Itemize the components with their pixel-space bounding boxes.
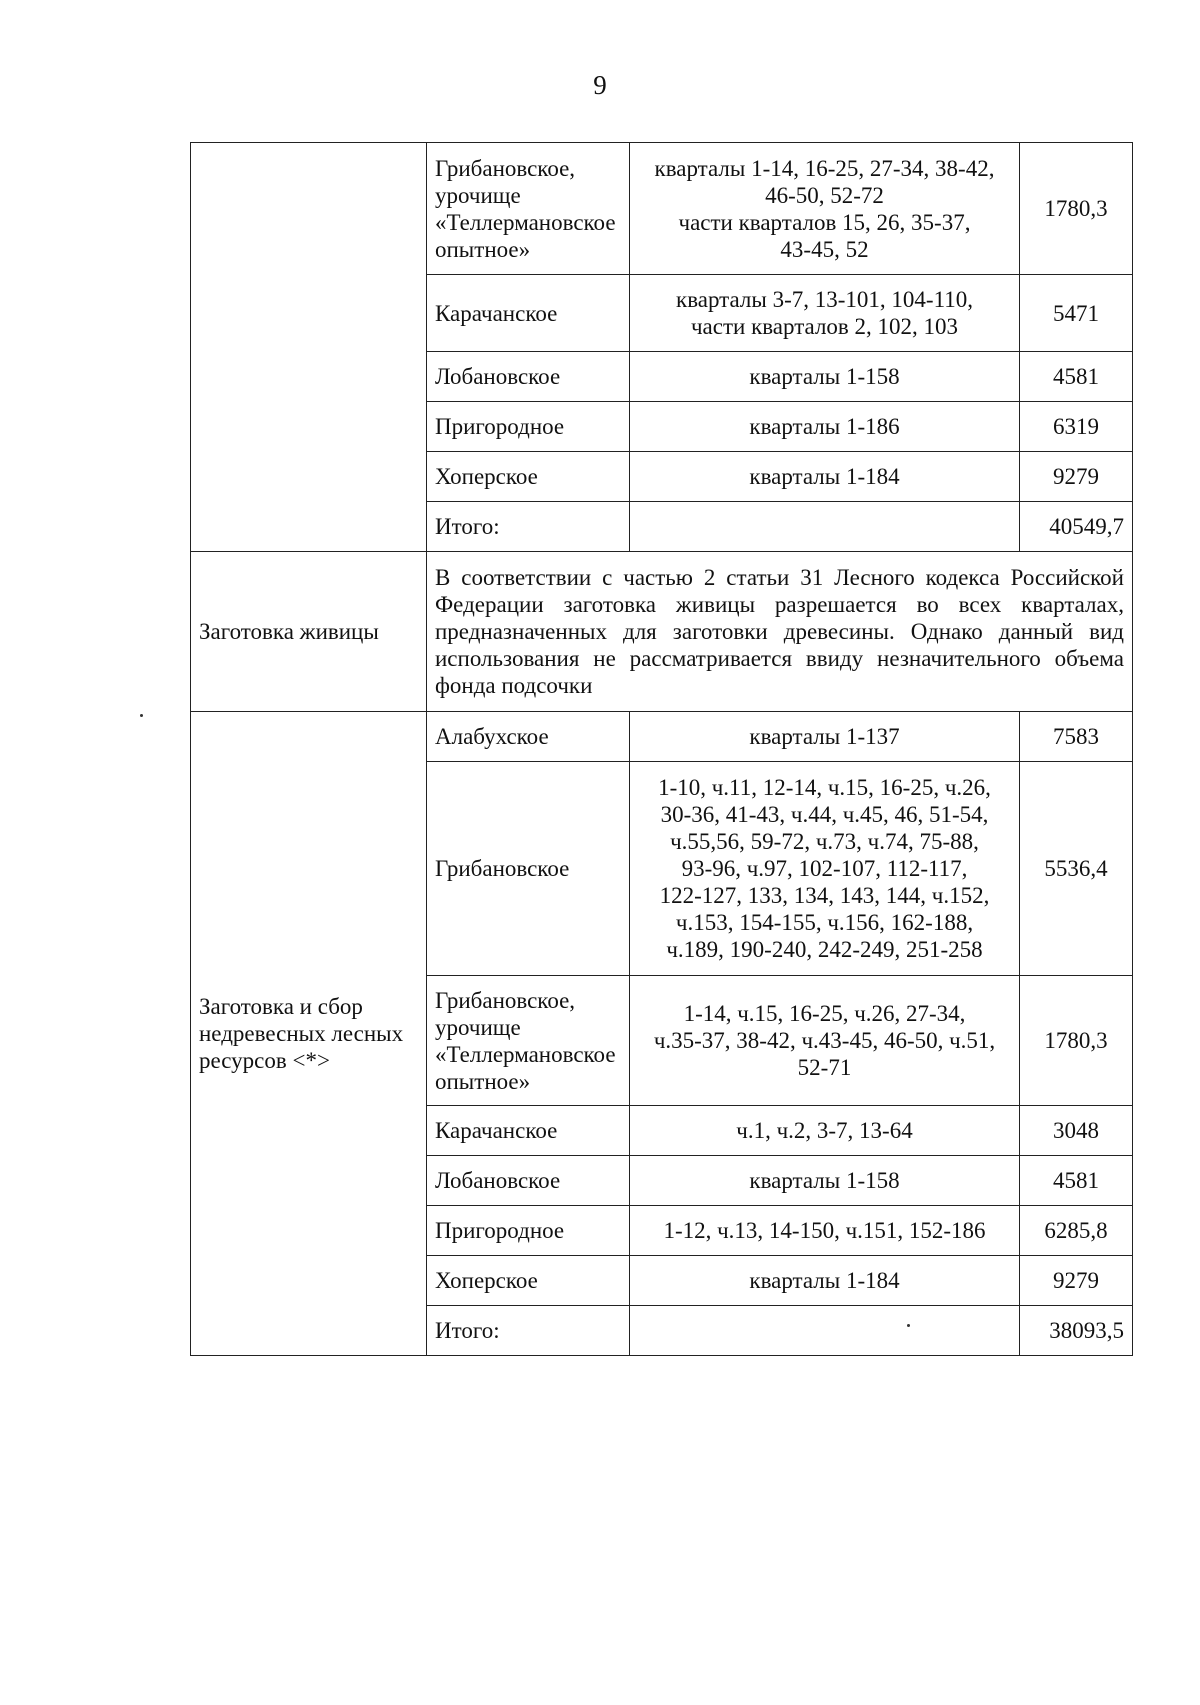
quarters-cell: кварталы 1-186: [630, 402, 1020, 452]
area-cell: 1780,3: [1020, 976, 1133, 1106]
scan-speck: [140, 714, 143, 717]
forestry-name: Грибановское: [427, 762, 630, 976]
area-cell: 5536,4: [1020, 762, 1133, 976]
quarters-line: кварталы 3-7, 13-101, 104-110,: [676, 287, 973, 312]
quarters-line: 93-96, ч.97, 102-107, 112-117,: [681, 856, 968, 881]
quarters-line: 1-10, ч.11, 12-14, ч.15, 16-25, ч.26,: [658, 775, 991, 800]
activity-name: Заготовка и сбор недревесных лесных ресурсов <*>: [191, 712, 427, 1356]
quarters-line: ч.35-37, 38-42, ч.43-45, 46-50, ч.51,: [653, 1028, 996, 1053]
quarters-line: 43-45, 52: [780, 236, 869, 262]
quarters-cell: ч.1, ч.2, 3-7, 13-64: [630, 1106, 1020, 1156]
total-label: Итого:: [427, 502, 630, 552]
quarters-cell: [630, 275, 1020, 352]
area-cell: 6319: [1020, 402, 1133, 452]
forestry-name: Грибановское, урочище «Теллермановское опытное»: [427, 143, 630, 275]
table-row: [191, 712, 1133, 762]
area-cell: 3048: [1020, 1106, 1133, 1156]
area-cell: 1780,3: [1020, 143, 1133, 275]
forestry-name: Пригородное: [427, 1206, 630, 1256]
quarters-line: части кварталов 15, 26, 35-37,: [678, 209, 971, 235]
forestry-name: Лобановское: [427, 1156, 630, 1206]
area-cell: 9279: [1020, 452, 1133, 502]
forest-use-table: [190, 142, 1133, 1356]
quarters-cell-empty: [630, 502, 1020, 552]
quarters-cell: кварталы 1-184: [630, 1256, 1020, 1306]
quarters-cell: 1-12, ч.13, 14-150, ч.151, 152-186: [630, 1206, 1020, 1256]
quarters-line: кварталы 1-14, 16-25, 27-34, 38-42,: [654, 155, 995, 181]
area-cell: 5471: [1020, 275, 1133, 352]
quarters-line: 46-50, 52-72: [765, 182, 884, 208]
quarters-cell-empty: [630, 1306, 1020, 1356]
forestry-name: Карачанское: [427, 275, 630, 352]
forestry-name: Хоперское: [427, 1256, 630, 1306]
quarters-line: ч.55,56, 59-72, ч.73, ч.74, 75-88,: [670, 829, 979, 854]
forestry-name: Алабухское: [427, 712, 630, 762]
quarters-cell: кварталы 1-158: [630, 1156, 1020, 1206]
total-area: 38093,5: [1020, 1306, 1133, 1356]
resin-note: В соответствии с частью 2 статьи 31 Лесного кодекса Российской Федерации заготовка живицы разрешается во всех кварталах, предназначенных для заготовки древесины. Однако данный вид использования не рассматривается ввиду незначительного объема фонда подсочки: [427, 552, 1133, 712]
area-cell: 4581: [1020, 1156, 1133, 1206]
activity-name: Заготовка живицы: [191, 552, 427, 712]
quarters-line: ч.153, 154-155, ч.156, 162-188,: [675, 910, 974, 935]
forestry-name: Хоперское: [427, 452, 630, 502]
quarters-line: 122-127, 133, 134, 143, 144, ч.152,: [659, 883, 990, 908]
area-cell: 7583: [1020, 712, 1133, 762]
quarters-line: 52-71: [797, 1055, 852, 1080]
quarters-cell: [630, 143, 1020, 275]
resin-row: [191, 552, 1133, 712]
quarters-cell: [630, 976, 1020, 1106]
quarters-line: 1-14, ч.15, 16-25, ч.26, 27-34,: [683, 1001, 966, 1026]
table-row: [191, 143, 1133, 275]
area-cell: 9279: [1020, 1256, 1133, 1306]
activity-cell-continued: [191, 143, 427, 552]
forestry-name: Карачанское: [427, 1106, 630, 1156]
area-cell: 4581: [1020, 352, 1133, 402]
forestry-name: Грибановское, урочище «Теллермановское опытное»: [427, 976, 630, 1106]
area-cell: 6285,8: [1020, 1206, 1133, 1256]
quarters-cell: кварталы 1-184: [630, 452, 1020, 502]
total-area: 40549,7: [1020, 502, 1133, 552]
quarters-cell: кварталы 1-137: [630, 712, 1020, 762]
forestry-name: Пригородное: [427, 402, 630, 452]
forestry-name: Лобановское: [427, 352, 630, 402]
quarters-line: ч.189, 190-240, 242-249, 251-258: [666, 937, 983, 962]
quarters-cell: кварталы 1-158: [630, 352, 1020, 402]
page-number: 9: [593, 70, 607, 100]
scan-speck: [907, 1324, 910, 1327]
quarters-line: части кварталов 2, 102, 103: [690, 314, 959, 339]
quarters-cell: [630, 762, 1020, 976]
quarters-line: 30-36, 41-43, ч.44, ч.45, 46, 51-54,: [660, 802, 989, 827]
total-label: Итого:: [427, 1306, 630, 1356]
